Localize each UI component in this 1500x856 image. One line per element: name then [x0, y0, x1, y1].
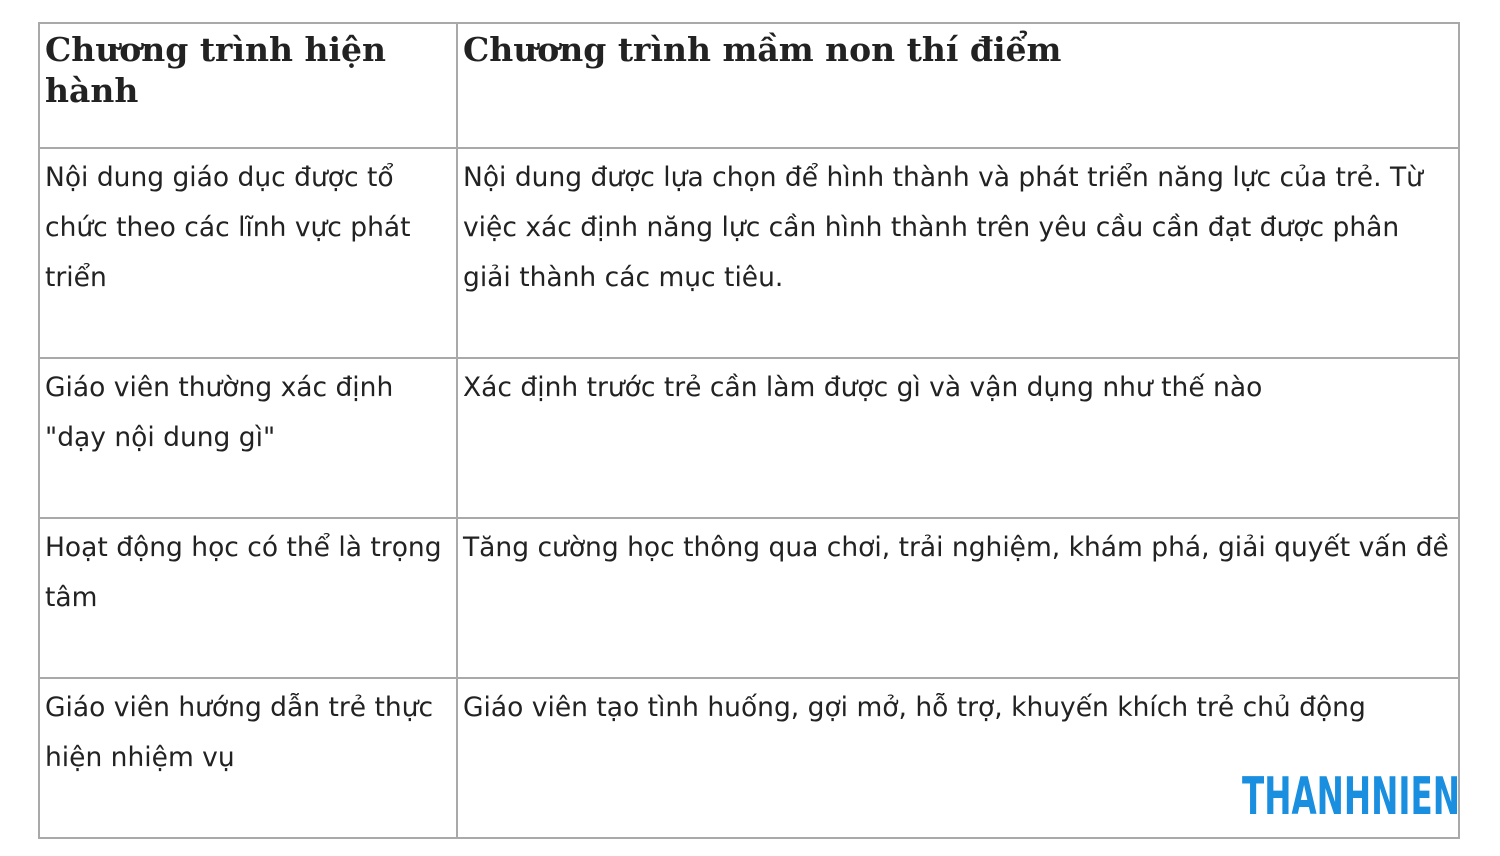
cell-current-program: Giáo viên thường xác định "dạy nội dung gì": [39, 358, 457, 518]
thanhnien-logo: [1240, 770, 1462, 820]
header-row: [39, 23, 1459, 148]
cell-current-program: Hoạt động học có thể là trọng tâm: [39, 518, 457, 678]
cell-pilot-program: Giáo viên tạo tình huống, gợi mở, hỗ trợ, khuyến khích trẻ chủ động: [457, 678, 1459, 838]
table-row: [39, 518, 1459, 678]
logo-wordmark: THANHNIEN: [1242, 770, 1460, 820]
comparison-table: [38, 22, 1460, 839]
thanhnien-logo-icon: [1240, 770, 1462, 820]
cell-current-program: Giáo viên hướng dẫn trẻ thực hiện nhiệm vụ: [39, 678, 457, 838]
table-row: [39, 148, 1459, 358]
header-pilot-program: Chương trình mầm non thí điểm: [457, 23, 1459, 148]
cell-pilot-program: Xác định trước trẻ cần làm được gì và vận dụng như thế nào: [457, 358, 1459, 518]
cell-pilot-program: Nội dung được lựa chọn để hình thành và phát triển năng lực của trẻ. Từ việc xác định năng lực cần hình thành trên yêu cầu cần đạt được phân giải thành các mục tiêu.: [457, 148, 1459, 358]
cell-pilot-program: Tăng cường học thông qua chơi, trải nghiệm, khám phá, giải quyết vấn đề: [457, 518, 1459, 678]
cell-current-program: Nội dung giáo dục được tổ chức theo các lĩnh vực phát triển: [39, 148, 457, 358]
header-current-program: Chương trình hiện hành: [39, 23, 457, 148]
table-row: [39, 358, 1459, 518]
